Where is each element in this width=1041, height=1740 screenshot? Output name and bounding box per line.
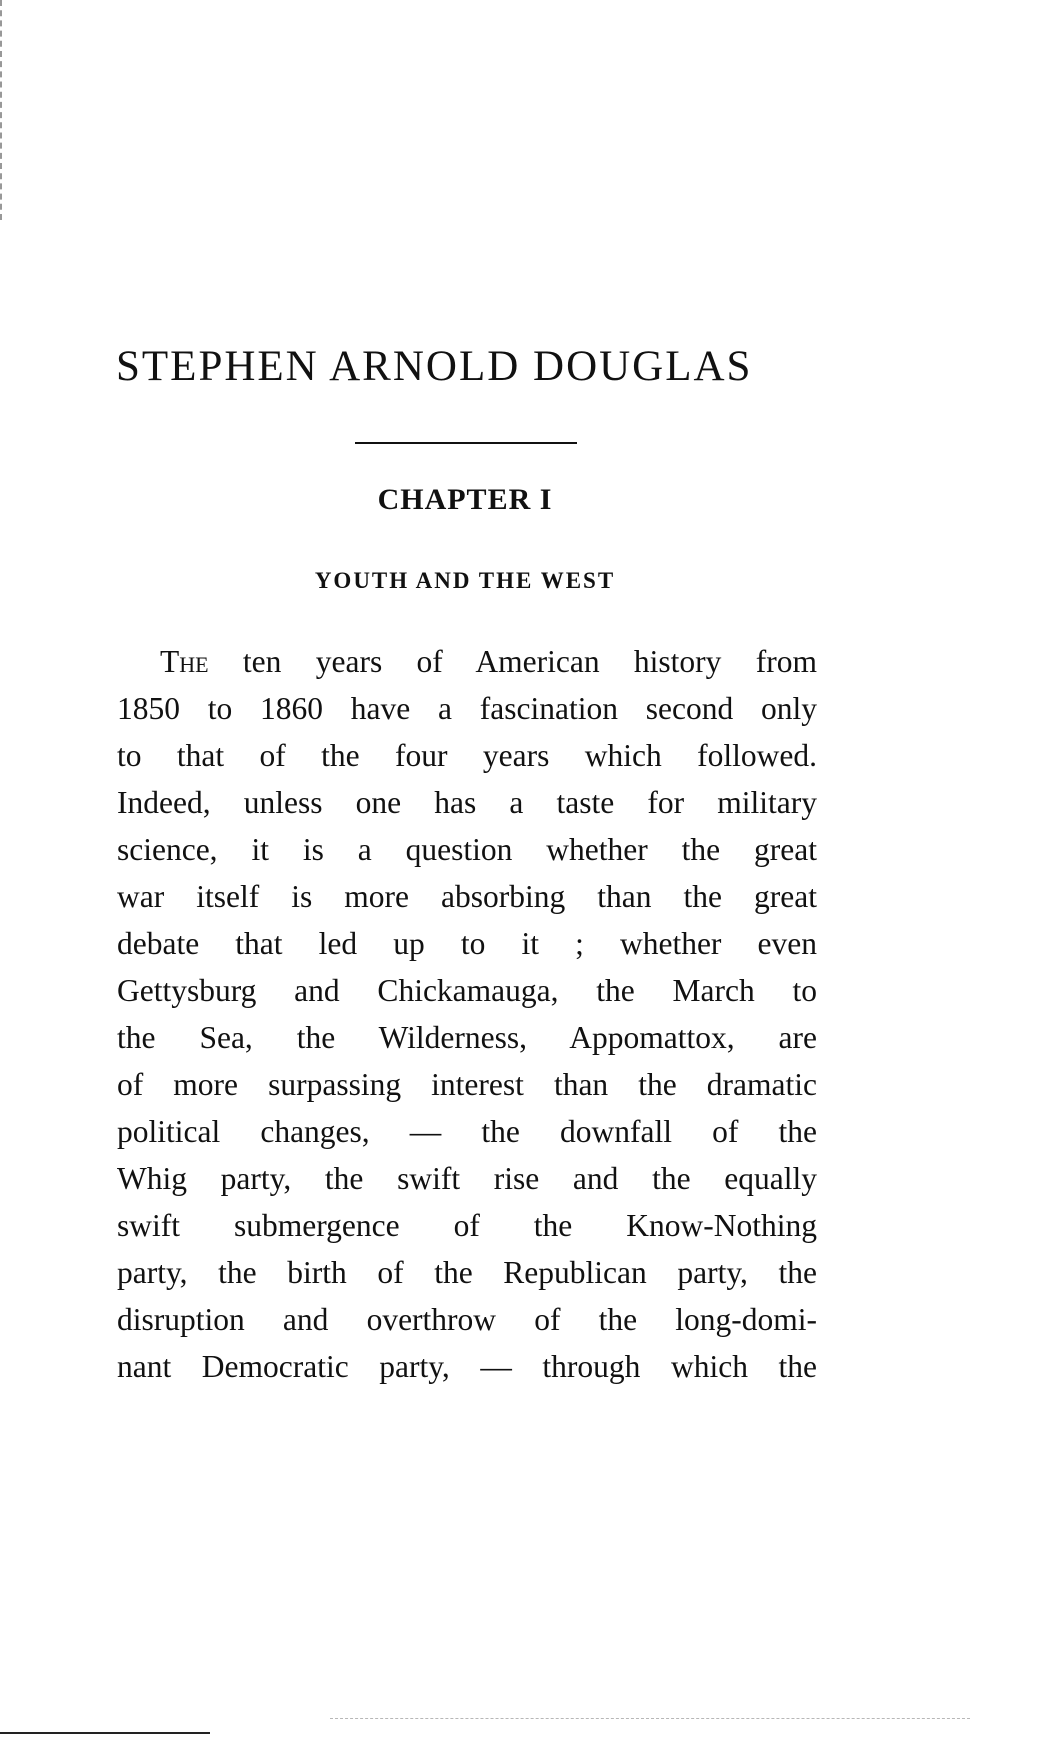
scan-edge-mark xyxy=(0,0,6,220)
body-line: to that of the four years which followed. xyxy=(117,738,817,773)
book-title: STEPHEN ARNOLD DOUGLAS xyxy=(116,343,753,390)
body-line: Indeed, unless one has a taste for military xyxy=(117,785,817,820)
body-line: party, the birth of the Republican party, the xyxy=(117,1255,817,1290)
body-line: Whig party, the swift rise and the equally xyxy=(117,1161,817,1196)
body-line xyxy=(117,638,817,685)
title-rule xyxy=(355,442,577,444)
body-line: science, it is a question whether the great xyxy=(117,832,817,867)
body-line: war itself is more absorbing than the great xyxy=(117,879,817,914)
body-line: swift submergence of the Know-Nothing xyxy=(117,1208,817,1243)
body-line: of more surpassing interest than the dramatic xyxy=(117,1067,817,1102)
body-line: debate that led up to it ; whether even xyxy=(117,926,817,961)
scan-bottom-specks xyxy=(330,1718,970,1719)
body-line: Gettysburg and Chickamauga, the March to xyxy=(117,973,817,1008)
scan-bottom-rule xyxy=(0,1732,210,1734)
body-line-text: ten years of American history from xyxy=(208,644,817,679)
body-line: 1850 to 1860 have a fascination second only xyxy=(117,691,817,726)
chapter-heading: CHAPTER I xyxy=(377,483,553,516)
body-lead-word: The xyxy=(160,644,209,679)
body-paragraph xyxy=(117,638,817,1390)
body-line: political changes, — the downfall of the xyxy=(117,1114,817,1149)
body-line: the Sea, the Wilderness, Appomattox, are xyxy=(117,1020,817,1055)
body-line: nant Democratic party, — through which the xyxy=(117,1349,817,1384)
chapter-subtitle: YOUTH AND THE WEST xyxy=(314,568,616,593)
body-line: disruption and overthrow of the long-domi- xyxy=(117,1302,817,1337)
